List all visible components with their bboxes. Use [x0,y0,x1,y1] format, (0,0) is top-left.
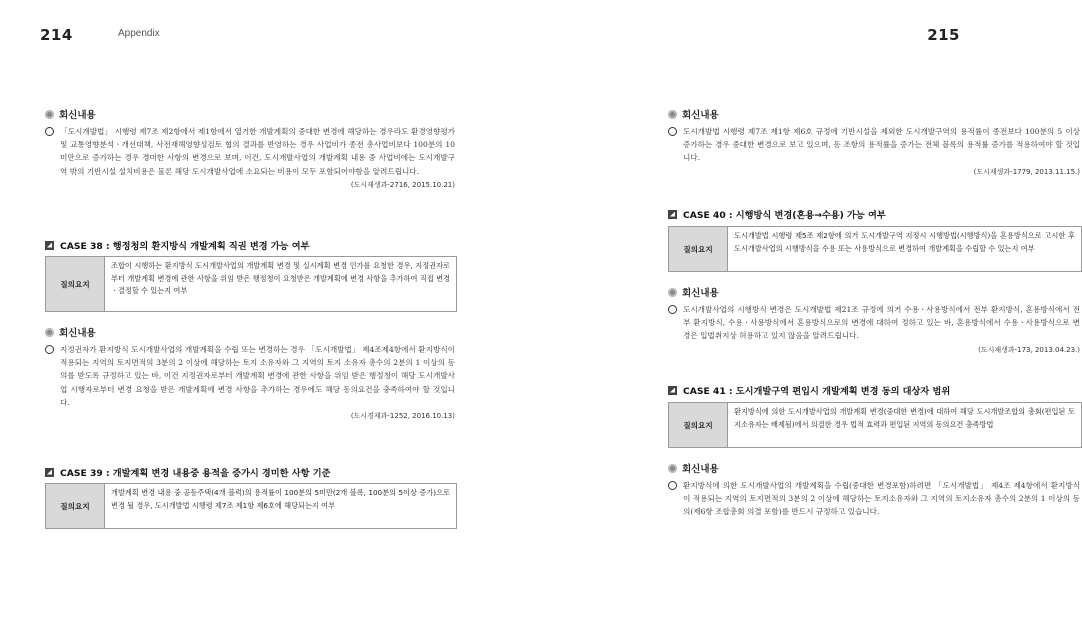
case-marker-icon [45,241,54,250]
heading-dot-icon [668,464,677,473]
answer-heading-text: 회신내용 [682,110,719,121]
question-label: 질의요지 [669,227,728,271]
answer-block-1 [668,107,1080,177]
answer-paragraph [668,479,1080,519]
case-marker-icon [668,386,677,395]
case-38-question-box [45,256,457,312]
answer-text: 환지방식에 의한 도시개발사업의 개발계획을 수립(중대한 변경포함)하려면 「도시개발법」 제4조 제4항에서 환지방식이 적용되는 지역의 토지면적의 3분의 2 이상에 해당하는 토지소유자와 그 지역의 토지소유자 총수의 2분의 1 이상의 동의(제6항 조합총회 의결 포함)를 반드시 규정하고 있습니다. [683,481,1080,517]
question-label: 질의요지 [46,257,105,311]
answer-reference: (도시재생과-2716, 2015.10.21) [350,180,455,189]
answer-heading [45,107,455,121]
answer-text: 지정권자가 환지방식 도시개발사업의 개발계획을 수립 또는 변경하는 경우 「도시개발법」 제4조제4항에서 환지방식이 적용되는 지역의 토지면적의 3분의 2 이상에 해당하는 토지 소유자와 그 지역의 토지 소유자 총수의 2분의 1 이상의 동의를 받도록 규정하고 있는 바, 이건 지정권자로부터 개발계획 변경에 관한 사항을 위임 받은 행정청이 해당 도시개발사업 시행자로부터 변경 요청을 받은 개발계획에 변경 사항을 추가하는 경우에도 해당 동의요건을 충족하여야 할 것입니다. [60,345,455,407]
section-label: Appendix [118,28,160,39]
right-page [500,0,1080,625]
circle-bullet-icon [45,345,54,354]
question-text: 조합이 시행하는 환지방식 도시개발사업의 개발계획 변경 및 실시계획 변경 인가를 요청한 경우, 지정권자로부터 개발계획 변경에 관한 사항을 위임 받은 행정청이 요청받은 개발계획에 변경 사항을 추가하여 직접 변경ㆍ결정할 수 있는지 여부 [111,261,450,296]
answer-reference: (도시재생과-1779, 2013.11.15.) [973,167,1080,176]
answer-paragraph [45,343,455,409]
page-number-left: 214 [40,26,73,44]
answer-heading-text: 회신내용 [682,288,719,299]
case-title-text: CASE 40 : 시행방식 변경(혼용→수용) 가능 여부 [683,210,886,221]
case-39-question-box [45,483,457,529]
question-label: 질의요지 [669,403,728,447]
case-title-text: CASE 38 : 행정청의 환지방식 개발계획 직권 변경 가능 여부 [60,241,310,252]
case-41-question-box [668,402,1082,448]
answer-text: 「도시개발법」 시행령 제7조 제2항에서 제1항에서 열거한 개발계획의 중대한 변경에 해당하는 경우라도 환경영향평가 및 교통영향분석ㆍ개선대책, 사전재해영향성검토 협의 결과를 반영하는 경우 사업비가 종전 총사업비보다 100분의 10미만으로 증가하는 경우 경미한 사항의 변경으로 보며, 이건, 도시개발사업의 개발계획 내용 중 사업비에는 도시개발구역 밖의 기반시설 설치비용은 물론 해당 도시개발사업에 소요되는 비용이 모두 포함되어야함을 알려드립니다. [60,127,455,176]
case-38-title [45,238,310,252]
case-title-text: CASE 41 : 도시개발구역 편입시 개발계획 변경 동의 대상자 범위 [683,386,951,397]
case-40-title [668,207,886,221]
case-title-text: CASE 39 : 개발계획 변경 내용중 용적을 증가시 경미한 사항 기준 [60,468,331,479]
answer-block-2 [668,285,1080,355]
answer-block-1 [45,107,455,190]
heading-dot-icon [668,288,677,297]
answer-heading-text: 회신내용 [59,328,96,339]
heading-dot-icon [668,110,677,119]
answer-block-2 [45,325,455,421]
answer-heading [45,325,455,339]
case-40-question-box [668,226,1082,272]
question-text: 환지방식에 의한 도시개발사업의 개발계획 변경(중대한 변경)에 대하여 해당 도시개발조합의 총회(편입된 토지소유자는 배제됨)에서 의결한 경우 법적 효력과 편입된 지역의 동의요건 충족방법 [734,407,1075,429]
page-number-right: 215 [927,26,960,44]
case-marker-icon [668,210,677,219]
case-39-title [45,465,330,479]
circle-bullet-icon [668,127,677,136]
answer-heading-text: 회신내용 [682,464,719,475]
answer-reference: (도시경제과-1252, 2016.10.13) [350,412,455,421]
answer-text: 도시개발사업의 시행방식 변경은 도시개발법 제21조 규정에 의거 수용ㆍ사용방식에서 전부 환지방식, 혼용방식에서 전부 환지방식, 수용ㆍ사용방식에서 혼용방식으로의 변경에 대하여 정하고 있는 바, 혼용방식에서 수용ㆍ사용방식으로 변경은 입법취지상 허용하고 있지 않음을 알려드립니다. [683,305,1080,341]
answer-paragraph [668,303,1080,343]
answer-heading [668,285,1080,299]
answer-reference: (도시재생과-173, 2013.04.23.) [978,345,1080,354]
answer-paragraph [668,125,1080,165]
case-41-title [668,383,950,397]
circle-bullet-icon [45,127,54,136]
answer-heading [668,107,1080,121]
question-text: 개발계획 변경 내용 중 공동주택(4개 블럭)의 용적률이 100분의 5미만(2개 블록, 100분의 5이상 증가)으로 변경 될 경우, 도시개발법 시행령 제7조 제1항 제6호에 해당되는지 여부 [111,488,450,510]
heading-dot-icon [45,328,54,337]
left-page [0,0,500,625]
circle-bullet-icon [668,305,677,314]
case-marker-icon [45,468,54,477]
circle-bullet-icon [668,481,677,490]
answer-paragraph [45,125,455,178]
answer-text: 도시개발법 시행령 제7조 제1항 제6호 규정에 기반시설을 제외한 도시개발구역의 용적률이 종전보다 100분의 5 이상 증가하는 경우 중대한 변경으로 보고 있으며, 동 조항의 용적률을 증가는 전체 블록의 용적률 증가를 적용하여야 할 것입니다. [683,127,1080,163]
question-label: 질의요지 [46,484,105,528]
answer-heading [668,461,1080,475]
answer-heading-text: 회신내용 [59,110,96,121]
answer-block-3 [668,461,1080,519]
heading-dot-icon [45,110,54,119]
question-text: 도시개발법 시행령 제5조 제2항에 의거 도시개발구역 지정시 시행방법(시행방식)을 혼용방식으로 고시한 후 도시개발사업의 시행방식을 수용 또는 사용방식으로 변경하여 개발계획을 수립할 수 있는지 여부 [734,231,1075,253]
